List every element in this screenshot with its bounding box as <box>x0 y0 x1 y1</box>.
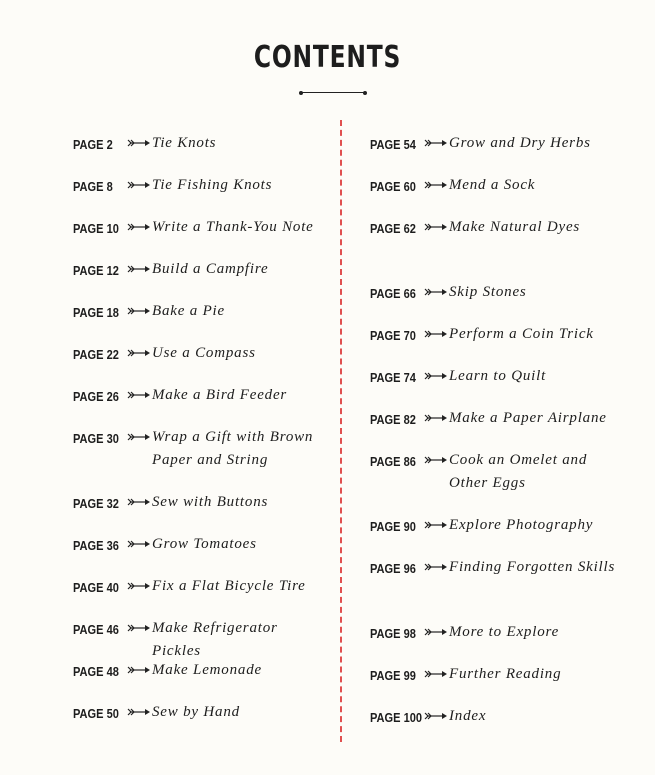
contents-entry[interactable] <box>73 344 322 386</box>
arrow-icon <box>125 661 152 679</box>
page-number: PAGE 66 <box>370 286 416 301</box>
entry-title: Make Natural Dyes <box>449 219 581 235</box>
arrow-icon <box>422 558 449 576</box>
arrow-icon <box>125 535 152 553</box>
page-number: PAGE 60 <box>370 179 416 194</box>
entry-title: Index <box>449 708 487 724</box>
arrow-icon <box>125 302 152 320</box>
entry-title: Cook an Omelet and Other Eggs <box>449 452 588 491</box>
entry-title: Build a Campfire <box>152 261 269 277</box>
page-number: PAGE 99 <box>370 668 416 683</box>
page-number: PAGE 8 <box>73 179 113 194</box>
arrow-icon <box>125 493 152 511</box>
column-divider <box>340 120 342 742</box>
entry-title: Learn to Quilt <box>449 368 547 384</box>
arrow-icon <box>125 176 152 194</box>
contents-entry[interactable] <box>370 451 619 516</box>
entry-title: Further Reading <box>449 666 562 682</box>
contents-entry[interactable] <box>73 386 322 428</box>
entry-title: Make Lemonade <box>152 662 262 678</box>
contents-entry[interactable] <box>73 577 322 619</box>
entry-title: Make Refrigerator Pickles <box>152 620 278 659</box>
contents-entry[interactable] <box>73 703 322 745</box>
entry-title: Explore Photography <box>449 517 594 533</box>
contents-entry[interactable] <box>73 260 322 302</box>
page-number: PAGE 48 <box>73 664 119 679</box>
arrow-icon <box>125 386 152 404</box>
entry-title: Wrap a Gift with Brown Paper and String <box>152 429 314 468</box>
title-divider <box>301 92 365 93</box>
arrow-icon <box>422 134 449 152</box>
page-number: PAGE 12 <box>73 263 119 278</box>
arrow-icon <box>422 283 449 301</box>
page-number: PAGE 36 <box>73 538 119 553</box>
contents-entry[interactable] <box>370 325 619 367</box>
entry-title: Mend a Sock <box>449 177 536 193</box>
contents-entry[interactable] <box>370 283 619 325</box>
arrow-icon <box>422 325 449 343</box>
entry-title: Make a Paper Airplane <box>449 410 607 426</box>
entry-title: Use a Compass <box>152 345 256 361</box>
entry-title: Tie Knots <box>152 135 217 151</box>
contents-entry[interactable] <box>73 302 322 344</box>
entry-title: Tie Fishing Knots <box>152 177 273 193</box>
contents-entry[interactable] <box>73 218 322 260</box>
contents-entry[interactable] <box>370 623 619 665</box>
page-number: PAGE 2 <box>73 137 113 152</box>
page-number: PAGE 96 <box>370 561 416 576</box>
contents-entry[interactable] <box>73 176 322 218</box>
entry-title: More to Explore <box>449 624 560 640</box>
page-number: PAGE 26 <box>73 389 119 404</box>
page-number: PAGE 90 <box>370 519 416 534</box>
arrow-icon <box>125 703 152 721</box>
contents-entry[interactable] <box>370 516 619 558</box>
contents-entry[interactable] <box>370 176 619 218</box>
arrow-icon <box>422 409 449 427</box>
contents-entry[interactable] <box>73 661 322 703</box>
entry-title: Make a Bird Feeder <box>152 387 288 403</box>
contents-entry[interactable] <box>370 367 619 409</box>
arrow-icon <box>125 428 152 446</box>
arrow-icon <box>422 707 449 725</box>
page-number: PAGE 86 <box>370 454 416 469</box>
arrow-icon <box>422 367 449 385</box>
arrow-icon <box>422 218 449 236</box>
entry-title: Finding Forgotten Skills <box>449 559 616 575</box>
page-number: PAGE 82 <box>370 412 416 427</box>
page-number: PAGE 40 <box>73 580 119 595</box>
page-number: PAGE 100 <box>370 710 423 725</box>
page-number: PAGE 98 <box>370 626 416 641</box>
page-number: PAGE 18 <box>73 305 119 320</box>
page-number: PAGE 32 <box>73 496 119 511</box>
contents-entry[interactable] <box>73 134 322 176</box>
entry-title: Sew with Buttons <box>152 494 269 510</box>
entry-title: Grow Tomatoes <box>152 536 257 552</box>
arrow-icon <box>125 260 152 278</box>
entry-title: Skip Stones <box>449 284 527 300</box>
page-number: PAGE 10 <box>73 221 119 236</box>
arrow-icon <box>422 665 449 683</box>
page-number: PAGE 22 <box>73 347 119 362</box>
contents-entry[interactable] <box>370 409 619 451</box>
arrow-icon <box>422 516 449 534</box>
page-title: CONTENTS <box>253 40 402 75</box>
entry-title: Sew by Hand <box>152 704 240 720</box>
arrow-icon <box>422 623 449 641</box>
page-number: PAGE 70 <box>370 328 416 343</box>
page-number: PAGE 74 <box>370 370 416 385</box>
entry-title: Fix a Flat Bicycle Tire <box>152 578 306 594</box>
contents-right-column <box>370 134 619 749</box>
entry-title: Write a Thank-You Note <box>152 219 314 235</box>
contents-left-column <box>73 134 322 745</box>
entry-title: Perform a Coin Trick <box>449 326 594 342</box>
page-number: PAGE 50 <box>73 706 119 721</box>
arrow-icon <box>125 218 152 236</box>
arrow-icon <box>422 451 449 469</box>
page-number: PAGE 54 <box>370 137 416 152</box>
page-number: PAGE 62 <box>370 221 416 236</box>
arrow-icon <box>125 577 152 595</box>
contents-entry[interactable] <box>73 493 322 535</box>
contents-entry[interactable] <box>370 707 619 749</box>
contents-entry[interactable] <box>370 665 619 707</box>
arrow-icon <box>125 344 152 362</box>
entry-title: Grow and Dry Herbs <box>449 135 591 151</box>
contents-entry[interactable] <box>370 134 619 176</box>
entry-title: Bake a Pie <box>152 303 225 319</box>
arrow-icon <box>422 176 449 194</box>
contents-entry[interactable] <box>73 619 322 661</box>
contents-entry[interactable] <box>73 428 322 493</box>
contents-entry[interactable] <box>370 558 619 623</box>
page-number: PAGE 30 <box>73 431 119 446</box>
contents-entry[interactable] <box>73 535 322 577</box>
page-number: PAGE 46 <box>73 622 119 637</box>
arrow-icon <box>125 134 152 152</box>
contents-entry[interactable] <box>370 218 619 283</box>
arrow-icon <box>125 619 152 637</box>
